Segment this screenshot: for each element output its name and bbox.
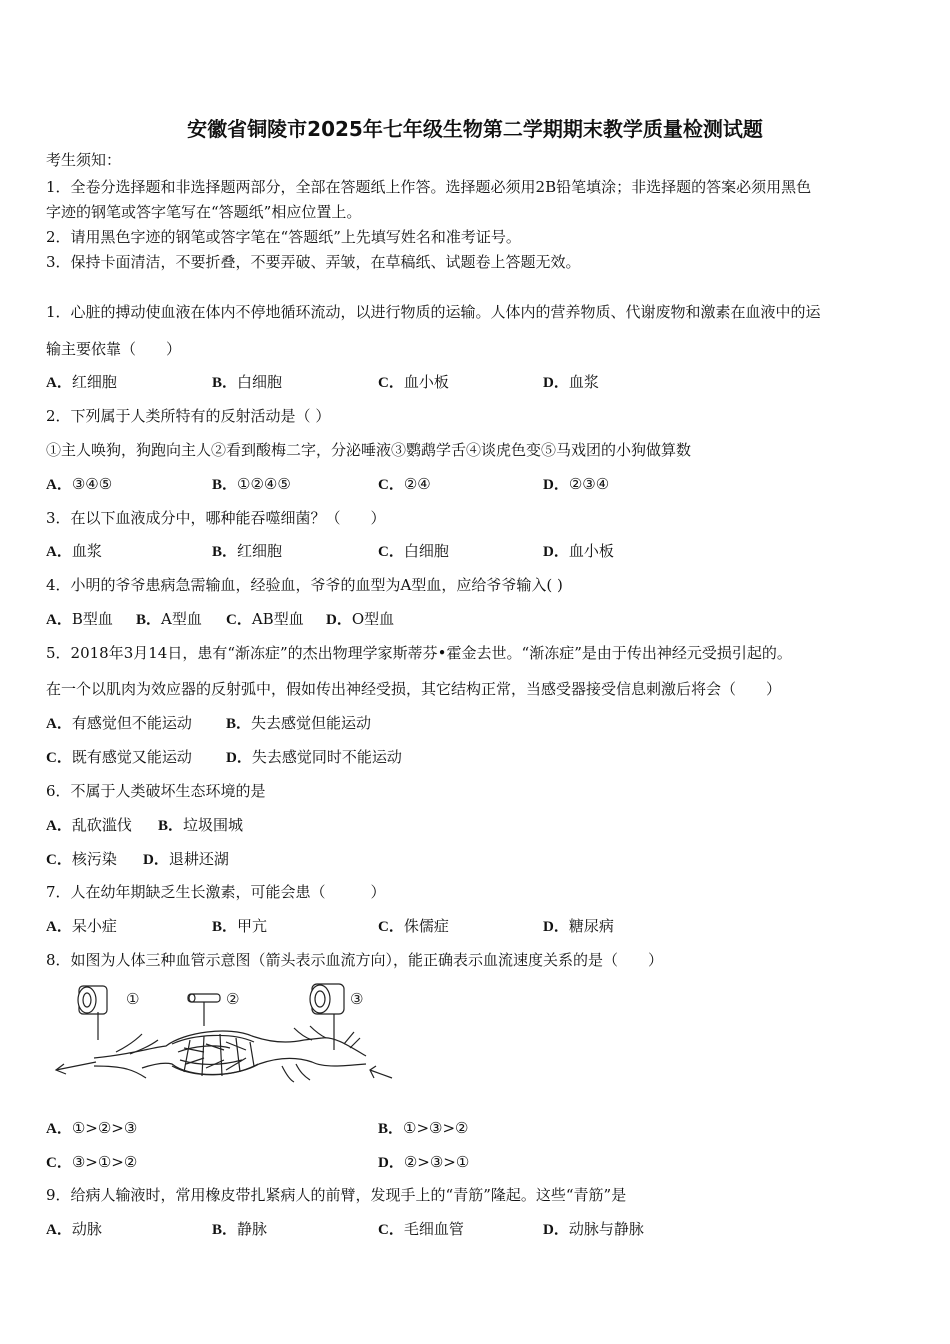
exam-title: 安徽省铜陵市2025年七年级生物第二学期期末教学质量检测试题 — [187, 117, 763, 141]
artery-cross-section-icon — [78, 986, 107, 1040]
q3-option-b: B．红细胞 — [212, 542, 283, 560]
q5-option-b: B．失去感觉但能运动 — [226, 714, 372, 732]
q8-option-c: C．③>①>② — [46, 1153, 138, 1171]
q9-option-a: A．动脉 — [46, 1220, 102, 1238]
q8-stem: 8．如图为人体三种血管示意图（箭头表示血流方向），能正确表示血流速度关系的是（ ） — [46, 951, 664, 969]
q1-stem-b: 输主要依靠（ ） — [46, 340, 182, 358]
capillary-cross-section-icon — [188, 994, 220, 1026]
blood-vessel-diagram — [54, 982, 394, 1084]
q9-option-c: C．毛细血管 — [378, 1220, 464, 1238]
q1-option-b: B．白细胞 — [212, 373, 283, 391]
q5-option-c: C．既有感觉又能运动 — [46, 748, 192, 766]
q1-option-d: D．血浆 — [543, 373, 599, 391]
q5-option-a: A．有感觉但不能运动 — [46, 714, 192, 732]
left-flow-arrow-icon — [56, 1062, 96, 1074]
q4-option-c: C．AB型血 — [226, 610, 304, 628]
q2-items: ①主人唤狗，狗跑向主人②看到酸梅二字，分泌唾液③鹦鹉学舌④谈虎色变⑤马戏团的小狗做算数 — [46, 441, 692, 459]
q5-stem-a: 5．2018年3月14日，患有“渐冻症”的杰出物理学家斯蒂芬•霍金去世。“渐冻症”是由于传出神经元受损引起的。 — [46, 644, 792, 662]
q1-option-a: A．红细胞 — [46, 373, 117, 391]
q2-option-b: B．①②④⑤ — [212, 475, 291, 493]
q5-stem-b: 在一个以肌肉为效应器的反射弧中，假如传出神经受损，其它结构正常，当感受器接受信息刺激后将会（ ） — [46, 680, 782, 698]
notice-item-1b: 字迹的钢笔或答字笔写在“答题纸”相应位置上。 — [46, 203, 362, 221]
q9-option-d: D．动脉与静脉 — [543, 1220, 644, 1238]
q4-option-a: A．B型血 — [46, 610, 113, 628]
q8-option-d: D．②>③>① — [378, 1153, 470, 1171]
vessel-label-1: ① — [126, 990, 140, 1008]
q1-stem-a: 1．心脏的搏动使血液在体内不停地循环流动，以进行物质的运输。人体内的营养物质、代谢废物和激素在血液中的运 — [46, 303, 821, 321]
q5-option-d: D．失去感觉同时不能运动 — [226, 748, 402, 766]
q4-option-b: B．A型血 — [136, 610, 202, 628]
q7-stem: 7．人在幼年期缺乏生长激素，可能会患（ ） — [46, 883, 386, 901]
notice-heading: 考生须知： — [46, 151, 122, 169]
q7-option-c: C．侏儒症 — [378, 917, 449, 935]
vessel-label-3: ③ — [350, 990, 364, 1008]
q6-stem: 6．不属于人类破坏生态环境的是 — [46, 782, 266, 800]
q4-stem: 4．小明的爷爷患病急需输血，经验血，爷爷的血型为A型血，应给爷爷输入( ) — [46, 576, 563, 594]
q7-option-b: B．甲亢 — [212, 917, 268, 935]
q8-option-b: B．①>③>② — [378, 1119, 469, 1137]
q6-option-c: C．核污染 — [46, 850, 117, 868]
q6-option-b: B．垃圾围城 — [158, 816, 244, 834]
notice-item-1a: 1．全卷分选择题和非选择题两部分，全部在答题纸上作答。选择题必须用2B铅笔填涂；非选择题的答案必须用黑色 — [46, 178, 812, 196]
q3-option-d: D．血小板 — [543, 542, 614, 560]
right-flow-arrow-icon — [370, 1066, 392, 1078]
q3-option-c: C．白细胞 — [378, 542, 449, 560]
q2-stem: 2．下列属于人类所特有的反射活动是（ ） — [46, 407, 331, 425]
q1-option-c: C．血小板 — [378, 373, 449, 391]
q7-option-a: A．呆小症 — [46, 917, 117, 935]
q9-option-b: B．静脉 — [212, 1220, 268, 1238]
vessel-label-2: ② — [226, 990, 240, 1008]
q9-stem: 9．给病人输液时，常用橡皮带扎紧病人的前臂，发现手上的“青筋”隆起。这些“青筋”是 — [46, 1186, 627, 1204]
q6-option-d: D．退耕还湖 — [143, 850, 229, 868]
vein-cross-section-icon — [310, 984, 344, 1050]
q2-option-d: D．②③④ — [543, 475, 610, 493]
q2-option-c: C．②④ — [378, 475, 431, 493]
q4-option-d: D．O型血 — [326, 610, 395, 628]
q7-option-d: D．糖尿病 — [543, 917, 614, 935]
q3-option-a: A．血浆 — [46, 542, 102, 560]
q8-option-a: A．①>②>③ — [46, 1119, 138, 1137]
notice-item-2: 2．请用黑色字迹的钢笔或答字笔在“答题纸”上先填写姓名和准考证号。 — [46, 228, 521, 246]
q6-option-a: A．乱砍滥伐 — [46, 816, 132, 834]
q2-option-a: A．③④⑤ — [46, 475, 113, 493]
q3-stem: 3．在以下血液成分中，哪种能吞噬细菌？（ ） — [46, 509, 386, 527]
notice-item-3: 3．保持卡面清洁，不要折叠，不要弄破、弄皱，在草稿纸、试题卷上答题无效。 — [46, 253, 581, 271]
